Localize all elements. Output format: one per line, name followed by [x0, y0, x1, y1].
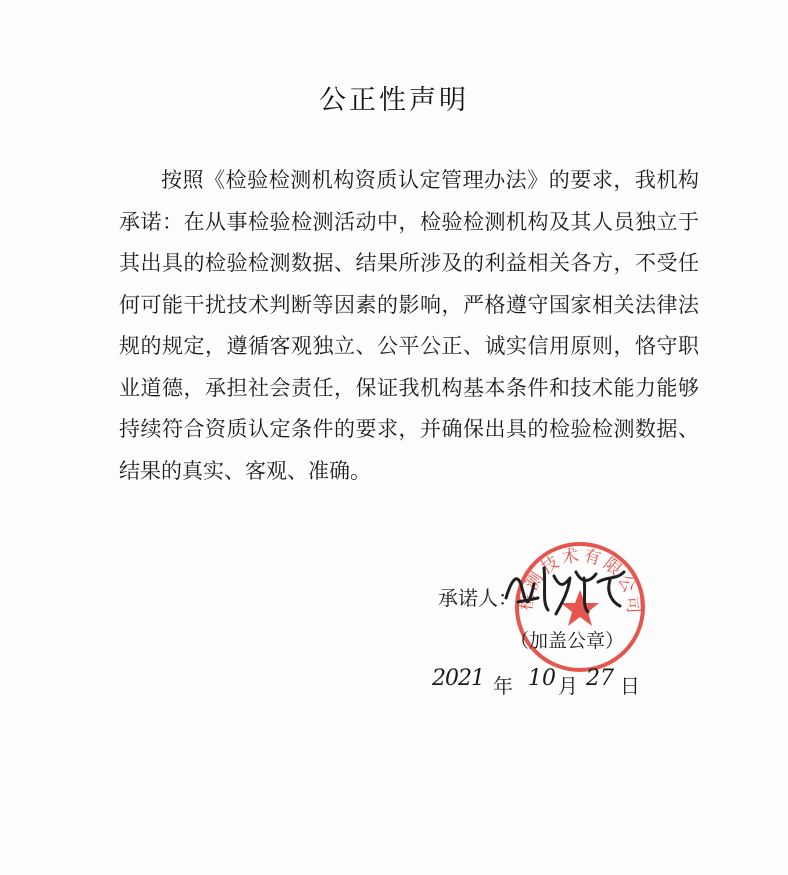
date-year-label: 年 [493, 674, 513, 698]
seal-text: 检测技术有限公司 [516, 545, 644, 617]
handwritten-signature-icon [498, 558, 633, 620]
date-day-label: 日 [620, 674, 640, 698]
statement-body: 按照《检验检测机构资质认定管理办法》的要求，我机构承诺：在从事检验检测活动中，检验检测机构及其人员独立于其出具的检验检测数据、结果所涉及的利益相关各方，不受任何可能干扰技术判断等因素的影响，严格遵守国家相关法律法规的规定，遵循客观独立、公平公正、诚实信用原则，恪守职业道德，承担社会责任，保证我机构基本条件和技术能力能够持续符合资质认定条件的要求，并确保出具的检验检测数据、结果的真实、客观、准确。 [119, 168, 699, 483]
document-title: 公正性声明 [319, 85, 469, 116]
date-day-handwritten: 27 [586, 666, 614, 691]
signature-date [430, 664, 670, 704]
seal-note: （加盖公章） [510, 630, 625, 652]
date-month-label: 月 [558, 674, 578, 698]
date-month-handwritten: 10 [528, 666, 556, 691]
signer-label: 承诺人： [438, 586, 518, 610]
date-year-handwritten: 2021 [432, 666, 484, 691]
